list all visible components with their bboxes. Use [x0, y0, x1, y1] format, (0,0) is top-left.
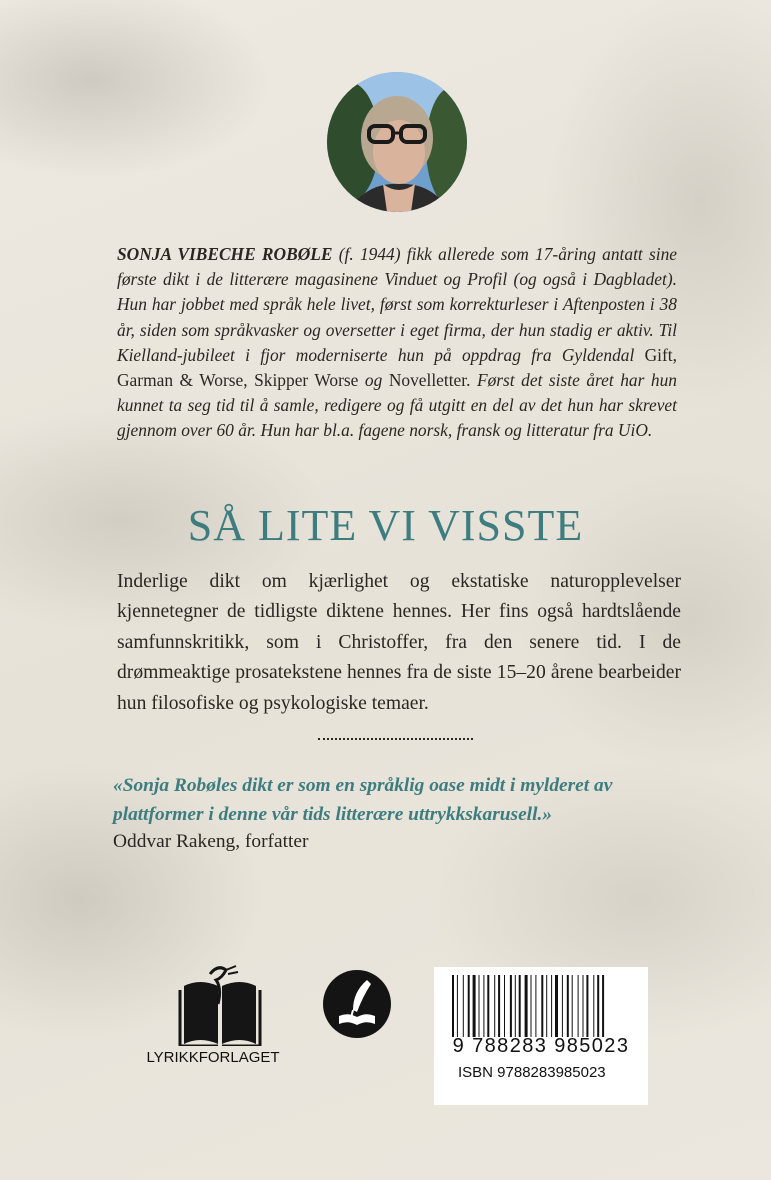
publisher-name: LYRIKKFORLAGET	[146, 1049, 280, 1066]
open-book-icon	[170, 964, 270, 1046]
book-title: SÅ LITE VI VISSTE	[187, 501, 584, 550]
author-bio: SONJA VIBECHE ROBØLE (f. 1944) fikk allerede som 17-åring antatt sine første dikt i de litterære magasinene Vinduet og Profil (og også i Dagbladet). Hun har jobbet med språk hele livet, først som korrekturleser i Aftenposten i 38 år, siden som språkvasker og oversetter i eget firma, der hun stadig er aktiv. Til Kielland-jubileet i fjor moderniserte hun på oppdrag fra Gyldendal Gift, Garman & Worse, Skipper Worse og Novelletter. Først det siste året har hun kunnet ta seg tid til å samle, redigere og få utgitt en del av det hun har skrevet gjennom over 60 år. Hun har bl.a. fagene norsk, fransk og litteratur fra UiO.	[117, 244, 678, 441]
isbn-barcode	[434, 967, 648, 1105]
dotted-divider	[318, 738, 473, 740]
publisher-mention: Gyldendal	[561, 344, 635, 365]
isbn-number: ISBN 9788283985023	[458, 1064, 606, 1081]
barcode-digits: 9 788283 985023	[452, 1035, 630, 1057]
quote-attribution: Oddvar Rakeng, forfatter	[113, 831, 309, 852]
author-name: SONJA VIBECHE ROBØLE	[117, 244, 333, 264]
review-quote: «Sonja Robøles dikt er som en språklig oase midt i mylderet av plattformer i denne vår tids litterære uttrykkskarusell.»	[113, 775, 613, 825]
barcode-bars	[452, 975, 630, 1037]
works-mention-2: Novelletter.	[382, 370, 471, 391]
author-photo	[327, 72, 467, 212]
book-description: Inderlige dikt om kjærlighet og ekstatiske naturopplevelser kjennetegner de tidligste diktene hennes. Her fins også hardtslående samfunnskritikk, som i Christoffer, fra den senere tid. I de drømmeaktige prosatekstene hennes fra de siste 15–20 årene bearbeider hun filosofiske og psykologiske temaer.	[117, 571, 681, 714]
quill-book-icon	[323, 970, 391, 1038]
works-mention: Gift, Garman & Worse, Skipper Worse	[117, 344, 677, 391]
